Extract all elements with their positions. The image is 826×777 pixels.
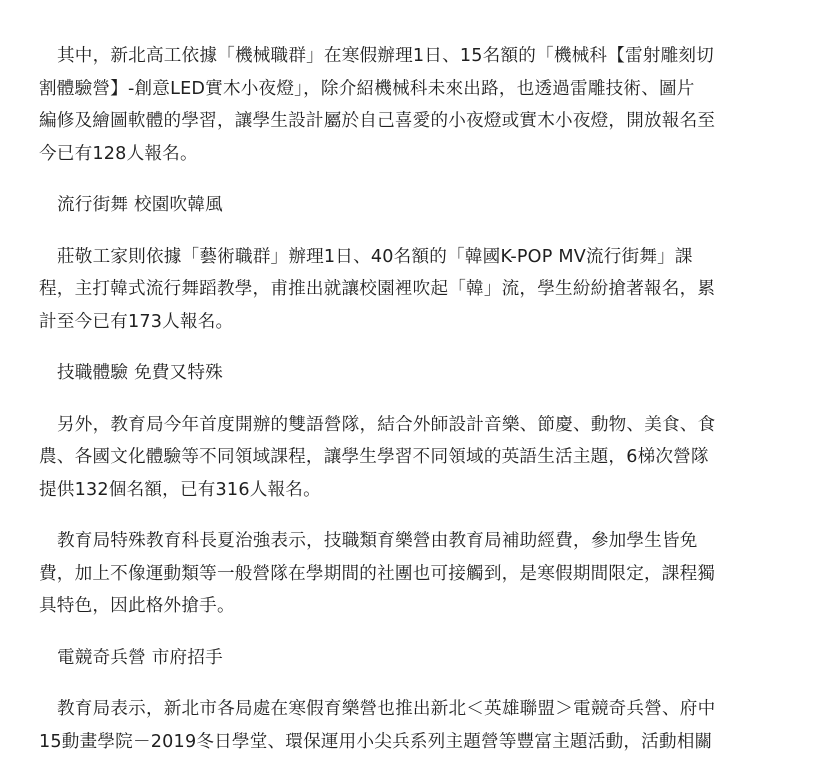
article-body — [39, 40, 759, 777]
article-paragraph — [39, 40, 759, 170]
text-line: 莊敬工家則依據「藝術職群」辦理1日、40名額的「韓國K-POP MV流行街舞」課 — [57, 246, 693, 267]
section-subheading: 流行街舞 校園吹韓風 — [57, 195, 223, 215]
text-line: 今已有128人報名。 — [39, 143, 198, 164]
text-line: 其中，新北高工依據「機械職群」在寒假辦理1日、15名額的「機械科【雷射雕刻切 — [57, 46, 714, 66]
article-paragraph — [39, 525, 759, 623]
text-line: 農、各國文化體驗等不同領域課程，讓學生學習不同領域的英語生活主題，6梯次營隊 — [39, 447, 709, 467]
text-line: 割體驗營】-創意LED實木小夜燈」，除介紹機械科未來出路，也透過雷雕技術、圖片 — [39, 78, 695, 99]
section-subheading: 技職體驗 免費又特殊 — [57, 363, 223, 383]
text-line: 具特色，因此格外搶手。 — [39, 596, 235, 616]
text-line: 計至今已有173人報名。 — [39, 311, 234, 332]
article-paragraph — [39, 241, 759, 339]
text-line: 編修及繪圖軟體的學習，讓學生設計屬於自己喜愛的小夜燈或實木小夜燈，開放報名至 — [39, 111, 716, 131]
article-paragraph — [39, 409, 759, 507]
text-line: 15動畫學院－2019冬日學堂、環保運用小尖兵系列主題營等豐富主題活動，活動相關 — [39, 731, 713, 752]
text-line: 教育局表示，新北市各局處在寒假育樂營也推出新北＜英雄聯盟＞電競奇兵營、府中 — [57, 699, 716, 719]
text-line: 程，主打韓式流行舞蹈教學，甫推出就讓校園裡吹起「韓」流，學生紛紛搶著報名，累 — [39, 279, 716, 299]
text-line: 費，加上不像運動類等一般營隊在學期間的社團也可接觸到，是寒假期間限定，課程獨 — [39, 563, 716, 584]
text-line: 教育局特殊教育科長夏治強表示，技職類育樂營由教育局補助經費，參加學生皆免 — [57, 531, 698, 551]
text-line: 另外，教育局今年首度開辦的雙語營隊，結合外師設計音樂、節慶、動物、美食、食 — [57, 414, 716, 435]
section-subheading: 電競奇兵營 市府招手 — [57, 647, 223, 668]
text-line: 提供132個名額，已有316人報名。 — [39, 479, 321, 500]
article-paragraph — [39, 693, 759, 758]
